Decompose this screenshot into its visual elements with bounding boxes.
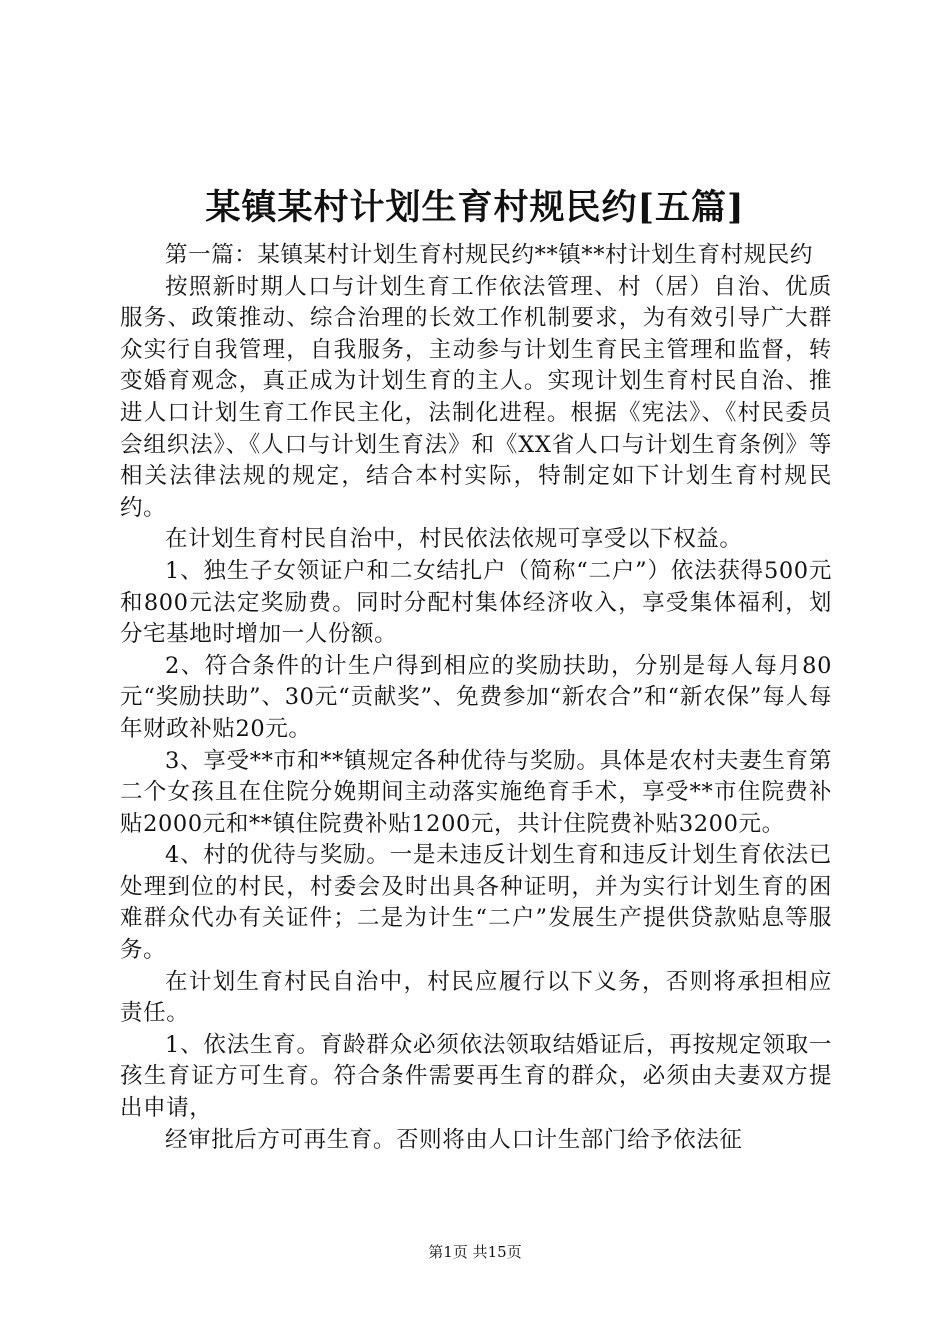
paragraph: 4、村的优待与奖励。一是未违反计划生育和违反计划生育依法已处理到位的村民，村委会及时出具各种证明，并为实行计划生育的困难群众代办有关证件；二是为计生“二户”发展生产提供贷款贴息等服务。 [120, 842, 832, 964]
paragraph: 1、依法生育。育龄群众必须依法领取结婚证后，再按规定领取一孩生育证方可生育。符合条件需要再生育的群众，必须由夫妻双方提出申请， [120, 1031, 832, 1122]
paragraph: 在计划生育村民自治中，村民应履行以下义务，否则将承担相应责任。 [120, 968, 832, 1027]
paragraph: 在计划生育村民自治中，村民依法依规可享受以下权益。 [165, 526, 743, 553]
page-number-footer: 第1页 共15页 [428, 1243, 522, 1261]
document-title: 某镇某村计划生育村规民约[五篇] [205, 187, 745, 228]
paragraph: 3、享受**市和**镇规定各种优待与奖励。具体是农村夫妻生育第二个女孩且在住院分娩期间主动落实施绝育手术，享受**市住院费补贴2000元和**镇住院费补贴1200元，共计住院费补贴3200元。 [120, 747, 832, 837]
paragraph: 经审批后方可再生育。否则将由人口计生部门给予依法征 [165, 1126, 743, 1153]
paragraph: 1、独生子女领证户和二女结扎户（简称“二户”）依法获得500元和800元法定奖励费。同时分配村集体经济收入，享受集体福利，划分宅基地时增加一人份额。 [120, 557, 832, 648]
paragraph: 按照新时期人口与计划生育工作依法管理、村（居）自治、优质服务、政策推动、综合治理的长效工作机制要求，为有效引导广大群众实行自我管理，自我服务，主动参与计划生育民主管理和监督，转变婚育观念，真正成为计划生育的主人。实现计划生育村民自治、推进人口计划生育工作民主化，法制化进程。根据《宪法》、《村民委员会组织法》、《人口与计划生育法》和《XX省人口与计划生育条例》等相关法律法规的规定，结合本村实际，特制定如下计划生育村规民约。 [120, 273, 832, 521]
paragraph: 第一篇：某镇某村计划生育村规民约**镇**村计划生育村规民约 [165, 242, 814, 268]
paragraph: 2、符合条件的计生户得到相应的奖励扶助，分别是每人每月80元“奖励扶助”、30元“贡献奖”、免费参加“新农合”和“新农保”每人每年财政补贴20元。 [120, 652, 832, 742]
document-body [120, 240, 832, 1156]
